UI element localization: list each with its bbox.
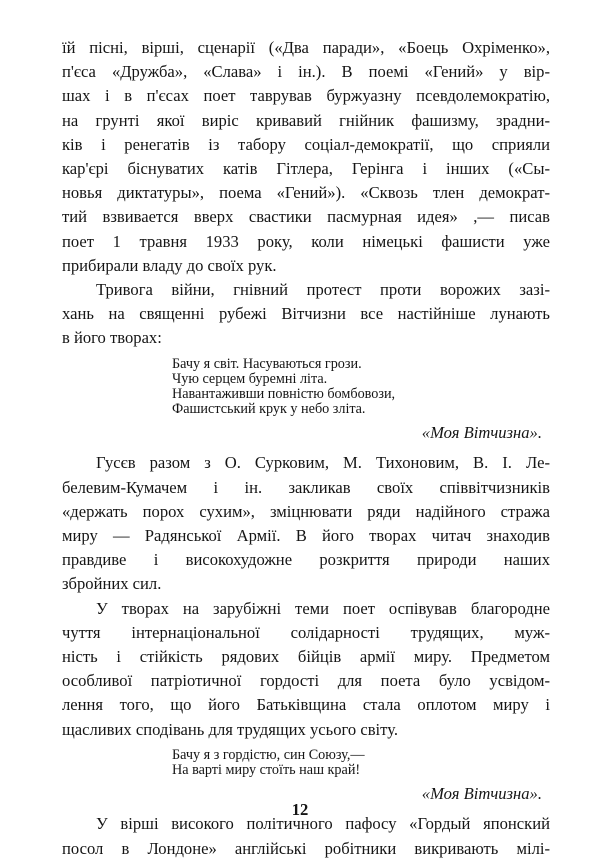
text-line: белевим-Кумачем і ін. закликав своїх співвітчизників bbox=[62, 477, 550, 497]
verse-quote-1 bbox=[62, 357, 550, 418]
text-line: Гусєв разом з О. Сурковим, М. Тихоновим, В. І. Ле- bbox=[96, 453, 550, 473]
text-line: ність і стійкість рядових бійців армії миру. Предметом bbox=[62, 647, 550, 667]
text-line: особливої патріотичної гордості для поета було усвідом- bbox=[62, 671, 550, 691]
text-line: миру — Радянської Армії. В його творах читач знаходив bbox=[62, 526, 550, 546]
verse-source-1: «Моя Вітчизна». bbox=[421, 423, 542, 443]
text-line: хань на священні рубежі Вітчизни все настійніше лунають bbox=[62, 304, 550, 324]
text-line: кар'єрі біснуватих катів Гітлера, Герінга і інших («Сы- bbox=[62, 159, 550, 179]
text-line: У вірші високого політичного пафосу «Гордый японский bbox=[96, 814, 550, 834]
text-line: новья диктатуры», поема «Гений»). «Сквозь тлен демократ- bbox=[62, 183, 550, 203]
text-line: чуття інтернаціональної солідарності трудящих, муж- bbox=[62, 622, 550, 642]
paragraph-1 bbox=[62, 36, 550, 278]
text-line: прибирали владу до своїх рук. bbox=[62, 255, 277, 275]
verse-quote-2 bbox=[62, 748, 550, 778]
text-line: правдиве і високохудожне розкриття природи наших bbox=[62, 550, 550, 570]
verse-line: Чую серцем буремні літа. bbox=[172, 370, 328, 387]
text-line: поет 1 травня 1933 року, коли німецькі фашисти уже bbox=[62, 231, 550, 251]
text-line: п'єса «Дружба», «Слава» і ін.). В поемі «Гений» у вір- bbox=[62, 62, 550, 82]
text-line: щасливих сподівань для трудящих усього світу. bbox=[62, 719, 398, 739]
verse-line: Бачу я з гордістю, син Союзу,— bbox=[172, 746, 365, 763]
verse-line: На варті миру стоїть наш край! bbox=[172, 762, 361, 779]
paragraph-3 bbox=[62, 451, 550, 596]
text-line: лення того, що його Батьківщина стала оплотом миру і bbox=[62, 695, 550, 715]
verse-source-2: «Моя Вітчизна». bbox=[421, 784, 542, 804]
verse-line: Фашистський крук у небо злітa. bbox=[172, 401, 366, 418]
text-line: на грунті якої виріс кривавий гнійник фашизму, зрадни- bbox=[62, 110, 550, 130]
verse-line: Навантаживши повністю бомбовози, bbox=[172, 386, 396, 403]
paragraph-4 bbox=[62, 597, 550, 742]
text-line: шах і в п'єсах поет таврував буржуазну псевдолемократію, bbox=[62, 86, 550, 106]
text-line: в його творах: bbox=[62, 328, 162, 348]
paragraph-2 bbox=[62, 278, 550, 351]
text-line: «держать порох сухим», зміцнювати ряди надійного стража bbox=[62, 501, 550, 521]
text-line: У творах на зарубіжні теми поет оспівував благородне bbox=[96, 598, 550, 618]
text-line: Тривога війни, гнівний протест проти ворожих зазі- bbox=[96, 280, 550, 300]
text-line: ків і ренегатів із табору соціал-демократії, що сприяли bbox=[62, 134, 550, 154]
page-number: 12 bbox=[291, 800, 309, 819]
text-line: тий взвивается вверх свастики пасмурная идея» ,— писав bbox=[62, 207, 550, 227]
verse-line: Бачу я світ. Насуваються грози. bbox=[172, 355, 362, 372]
text-line: збройних сил. bbox=[62, 574, 162, 594]
text-line: їй пісні, вірші, сценарії («Два паради», «Боець Охріменко», bbox=[62, 38, 550, 57]
text-line: посол в Лондоне» англійські робітники викривають мілі- bbox=[62, 838, 550, 858]
